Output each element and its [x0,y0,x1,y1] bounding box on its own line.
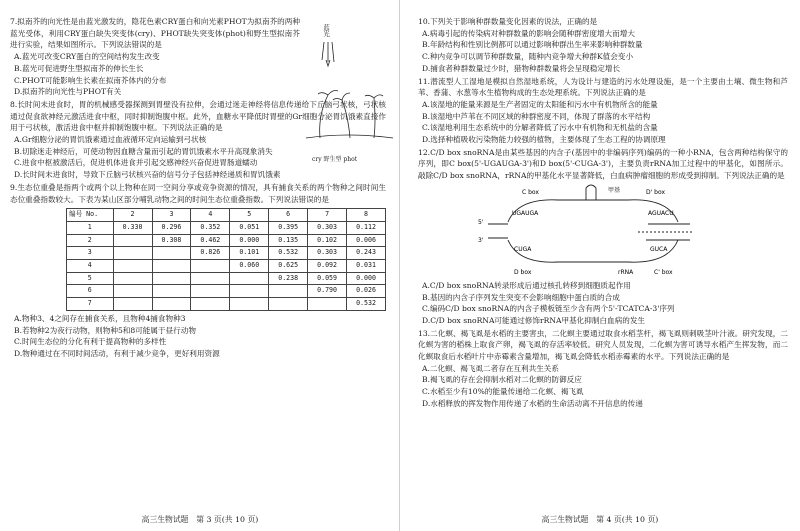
q12-option-b: B.基因的内含子序列发生突变不会影响细胞中蛋白质的合成 [422,292,620,302]
q10-stem: 10.下列关于影响种群数量变化因素的说法，正确的是 [418,17,598,26]
table-cell [191,260,230,273]
table-row [67,234,386,247]
table-cell: 0.243 [347,247,386,260]
table-cell: 0.026 [347,285,386,298]
table-cell: 0.303 [308,247,347,260]
question-10 [418,16,788,75]
seq-aguacu: AGUACU [648,209,674,217]
table-cell: 6 [67,285,114,298]
q8-option-a: A.Gr细胞分泌的胃饥饿素通过血液循环定向运输到弓状核 [14,135,207,145]
seq-guca: GUCA [650,245,668,253]
d-box-label: D box [514,268,532,276]
table-cell: 5 [67,272,114,285]
table-cell [152,285,191,298]
q13-option-a: A.二化螟、褐飞虱二者存在互利共生关系 [422,363,559,373]
q13-option-b: B.褐飞虱的存在会抑制水稻对二化螟的防御反应 [422,375,582,385]
table-cell: 0.000 [347,272,386,285]
q8-stem: 8.长时间未进食时，胃的机械感受器探测到胃壁没有拉伸，会通过迷走神经将信息传递给下丘脑弓状核，弓状核通过促食欲神经元激活进食中枢，同时抑制饱腹中枢。此外，血糖水平降低时胃壁的Gr细胞分泌胃饥饿素直接作用于弓状核，激活进食中枢并抑制饱腹中枢。下列说法正确的是 [10,99,386,133]
table-cell: 7 [67,298,114,311]
table-cell: 0.532 [269,247,308,260]
plant-seedlings-drawing [298,20,398,155]
q7-figure [298,20,398,170]
table-cell: 0.059 [308,272,347,285]
q12-snorna-figure [478,184,708,278]
table-cell [308,298,347,311]
methyl-label: 甲基 [608,186,621,194]
q8-option-d: D.长时间未进食时，导致下丘脑弓状核兴奋的信号分子包括神经递质和胃饥饿素 [14,170,281,180]
q12-option-a: A.C/D box snoRNA转录形成后通过核孔转移到细胞质起作用 [422,280,631,290]
table-cell [191,272,230,285]
right-page [400,0,800,531]
table-header-cell: 编号 No. [67,209,114,222]
table-cell [230,298,269,311]
q11-option-c: C.该湿地利用生态系统中的分解者降低了污水中有机物和无机盐的含量 [422,123,658,133]
table-cell: 0.303 [308,221,347,234]
table-header-cell: 3 [152,209,191,222]
q8-option-c: C.进食中枢被激活后，促进机体进食并引起交感神经兴奋促进胃肠道蠕动 [14,158,258,168]
table-header-cell: 6 [269,209,308,222]
q12-option-c: C.编码C/D box snoRNA的内含子模板链至少含有两个5'-TCATCA-3'序列 [422,304,675,314]
table-cell: 0.330 [113,221,152,234]
rrna-label: rRNA [618,268,634,276]
q9-option-b: B.若物种2为夜行动物，则物种5和8可能属于昼行动物 [14,325,196,335]
table-cell [191,298,230,311]
table-cell [113,285,152,298]
snorna-structure-diagram [478,184,708,278]
q10-option-a: A.病毒引起的传染病对种群数量的影响会随种群密度增大而增大 [422,28,635,38]
table-cell: 0.112 [347,221,386,234]
q10-option-c: C.种内竞争可以调节种群数量，随种内竞争增大种群K值会变小 [422,52,634,62]
q10-option-d: D.捕食者种群数量过少时，猎物种群数量将会呈现稳定增长 [422,63,621,73]
q7-option-c: C.PHOT可能影响生长素在拟南芥体内的分布 [14,75,167,85]
table-row [67,272,386,285]
table-header-cell: 2 [113,209,152,222]
table-cell [269,298,308,311]
q12-option-d: D.C/D box snoRNA可能通过修饰rRNA甲基化抑制白血病的发生 [422,315,646,325]
table-header-row [67,209,386,222]
table-cell [230,272,269,285]
q12-stem: 12.C/D box snoRNA是由某些基因的内含子(基因中的非编码序列)编码的一种小RNA，包含两种结构保守的序列，即C box(5'-UGAUGA-3')和D box(5'-CUGA-3')，主要负责rRNA加工过程中的甲基化，如图所示。敲除C/D box snoRNA，rRNA的甲基化水平显著降低，白血病肿瘤细胞的形成受到抑制。下列说法正确的是 [418,147,788,181]
table-row [67,285,386,298]
table-cell: 0.462 [191,234,230,247]
q13-stem: 13.二化螟、褐飞虱是水稻的主要害虫，二化螟主要通过取食水稻茎杆，褐飞虱则刺吸茎叶汁液。研究发现，二化螟为害的稻株上取食产卵，褐飞虱的存活率较低。研究人员发现，二化螟为害可诱导水稻产生挥发物，而二化螟取食后水稻叶片中赤霉素含量增加，褐飞虱会降低水稻赤霉素的水平。下列说法正确的是 [418,328,788,362]
c-prime-box-label: C' box [654,268,673,276]
question-13 [418,328,788,410]
table-cell: 0.000 [230,234,269,247]
table-cell: 0.102 [308,234,347,247]
table-cell: 4 [67,260,114,273]
five-prime-label: 5' [478,218,484,226]
table-cell [113,260,152,273]
table-cell: 0.101 [230,247,269,260]
table-cell: 0.051 [230,221,269,234]
table-header-cell: 8 [347,209,386,222]
q13-option-c: C.水稻至少有10%的能量传递给二化螟、褐飞虱 [422,387,584,397]
left-page-footer: 高三生物试题 第 3 页(共 10 页) [141,515,259,524]
table-cell: 0.352 [191,221,230,234]
q7-option-b: B.蓝光可促进野生型拟南芥的伸长生长 [14,63,144,73]
table-cell [191,285,230,298]
table-cell [152,272,191,285]
q11-option-d: D.选择种植吸收污染物能力较强的植物，主要体现了生态工程的协调原理 [422,135,666,145]
q9-option-a: A.物种3、4之间存在捕食关系，且物种4捕食物种3 [14,313,186,323]
table-row [67,298,386,311]
q13-option-d: D.水稻释放的挥发物作用传递了水稻的生命活动离不开信息的传递 [422,398,643,408]
table-header-cell: 4 [191,209,230,222]
table-cell: 1 [67,221,114,234]
q7-figure-caption: cry 野生型 phot [312,156,358,163]
table-cell: 0.006 [347,234,386,247]
table-cell [113,298,152,311]
q9-option-d: D.物种通过在不同时间活动，有利于减少竞争，更好利用资源 [14,348,220,358]
table-cell: 2 [67,234,114,247]
table-row [67,260,386,273]
table-cell: 0.060 [230,260,269,273]
question-9 [10,182,386,360]
table-row [67,221,386,234]
table-cell: 0.238 [269,272,308,285]
q11-stem: 11.潜流型人工湿地是模拟自然湿地系统，人为设计与建造的污水处理设施，是一个主要由土壤、微生物和芦苇、香蒲、水葱等水生植物构成的生态处理系统。下列说法正确的是 [418,76,788,98]
table-cell [230,285,269,298]
q10-option-b: B.年龄结构和性别比例都可以通过影响种群出生率来影响种群数量 [422,40,643,50]
table-cell: 0.790 [308,285,347,298]
table-cell: 0.826 [191,247,230,260]
q11-option-a: A.该湿地的能量来源是生产者固定的太阳能和污水中有机物所含的能量 [422,99,658,109]
table-cell [152,260,191,273]
table-cell [113,272,152,285]
table-cell [113,247,152,260]
q7-option-a: A.蓝光可改变CRY蛋白的空间结构发生改变 [14,52,160,62]
seq-ugauga: UGAUGA [512,209,539,217]
table-cell: 0.031 [347,260,386,273]
q9-stem: 9.生态位重叠是指两个或两个以上物种在同一空间分享或竞争资源的情况，具有捕食关系的两个物种之间时间生态位重叠指数较大。下表为某山区部分哺乳动物之间的时间生态位重叠指数。下列说法错误的是 [10,182,386,204]
c-box-label: C box [522,188,539,196]
d-prime-box-label: D' box [646,188,666,196]
table-cell [113,234,152,247]
table-cell [152,247,191,260]
table-row [67,247,386,260]
three-prime-label: 3' [478,236,484,244]
q11-option-b: B.该湿地中芦苇在不同区域的种群密度不同，体现了群落的水平结构 [422,111,651,121]
q7-option-d: D.拟南芥的向光性与PHOT有关 [14,87,122,97]
table-cell: 0.308 [152,234,191,247]
q9-option-c: C.时间生态位的分化有利于提高物种的多样性 [14,337,167,347]
table-header-cell: 7 [308,209,347,222]
question-7 [10,16,300,98]
table-header-cell: 5 [230,209,269,222]
table-cell: 0.532 [347,298,386,311]
q7-stem: 7.拟南芥的向光性是由蓝光激发的，隐花色素CRY蛋白和向光素PHOT为拟南芥的两种蓝光受体，利用CRY蛋白缺失突变体(cry)、PHOT缺失突变体(phot)和野生型拟南芥进行实验，结果如图所示。下列说法错误的是 [10,17,300,50]
table-cell [152,298,191,311]
table-cell: 3 [67,247,114,260]
question-11 [418,76,788,146]
right-page-footer: 高三生物试题 第 4 页(共 10 页) [541,515,659,524]
table-cell: 0.296 [152,221,191,234]
table-cell: 0.395 [269,221,308,234]
blue-light-label: 蓝光 [322,24,330,37]
table-cell: 0.625 [269,260,308,273]
table-cell: 0.135 [269,234,308,247]
seq-cuga: CUGA [514,245,532,253]
q9-overlap-table [66,208,386,311]
table-cell: 0.092 [308,260,347,273]
question-12 [418,147,788,327]
table-cell [269,285,308,298]
q8-option-b: B.切除迷走神经后，可使动物因血糖含量而引起的胃饥饿素水平升高现象消失 [14,146,273,156]
